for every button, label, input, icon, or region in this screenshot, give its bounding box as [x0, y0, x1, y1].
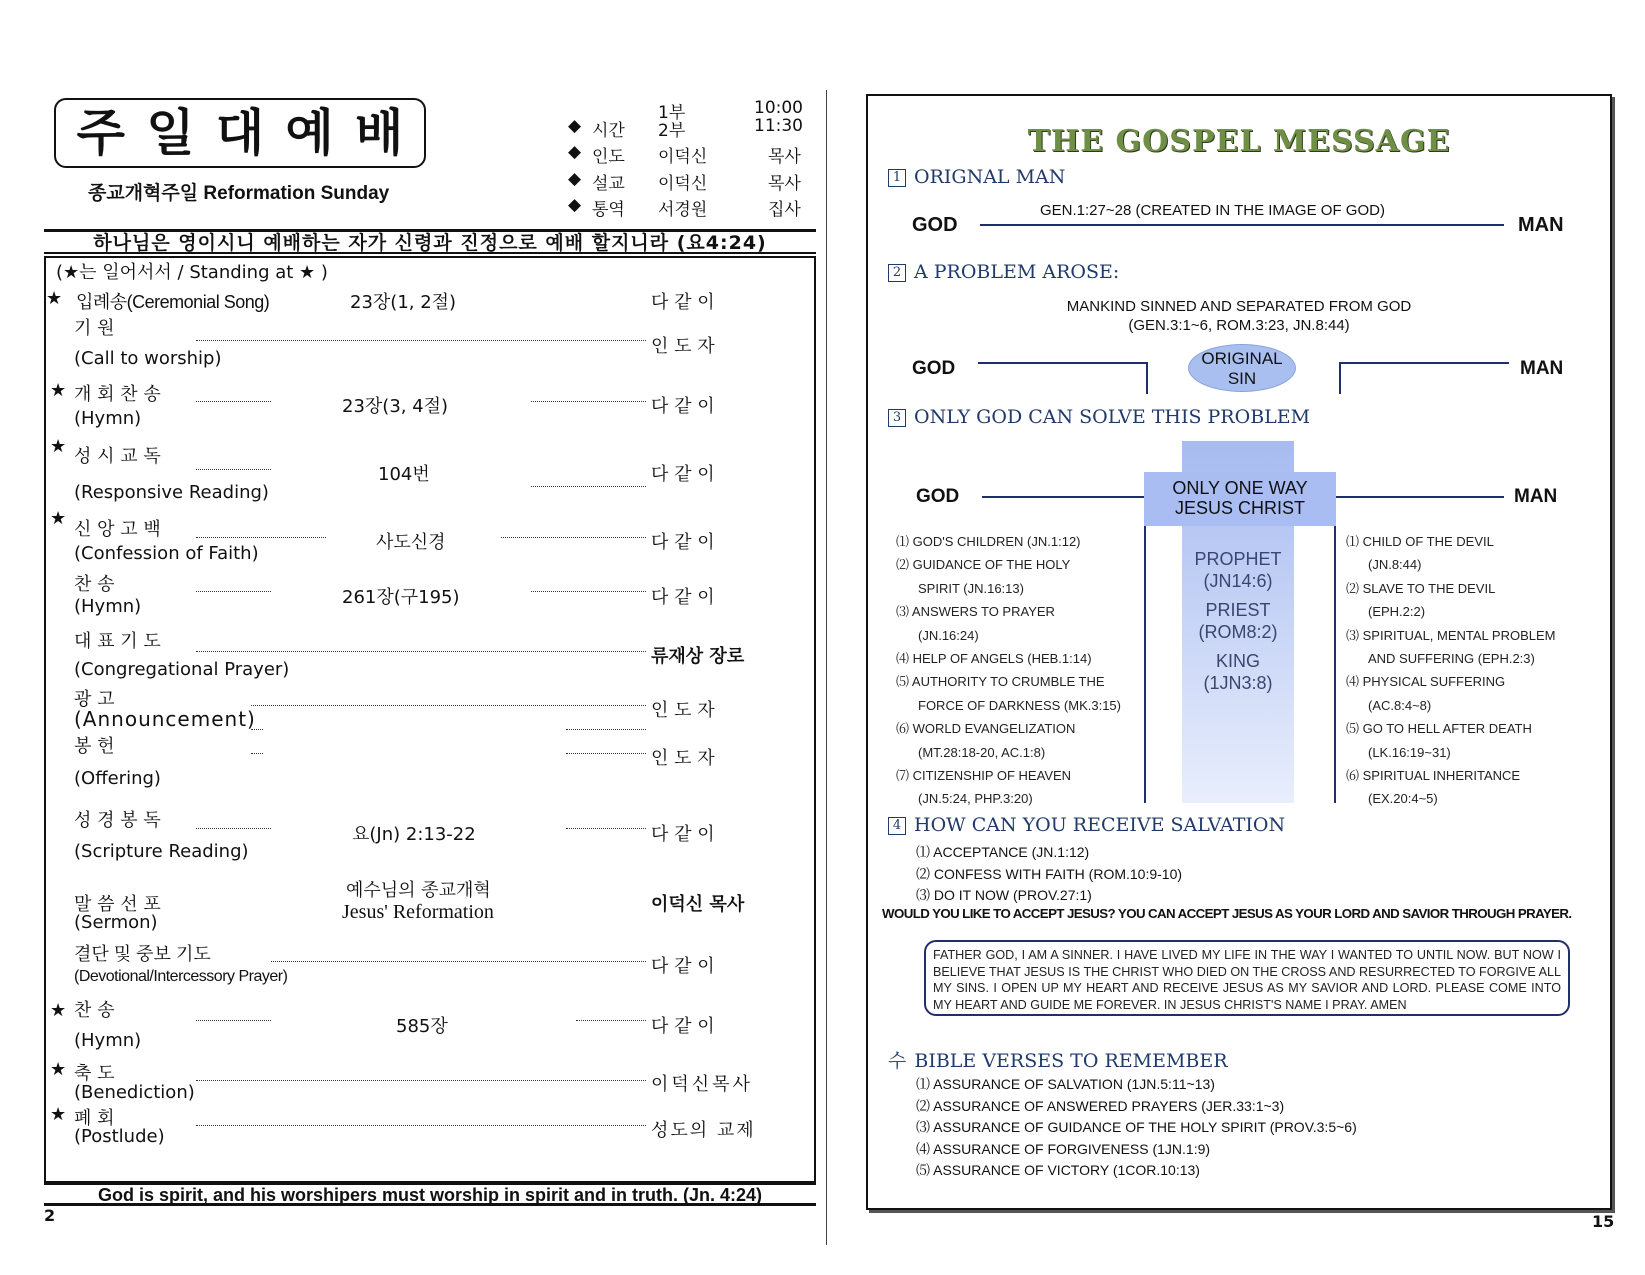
title-char: 일 — [146, 104, 195, 162]
section-title: ORIGNAL MAN — [914, 166, 1066, 188]
office-prophet — [1182, 548, 1294, 592]
office-name: PROPHET — [1194, 549, 1282, 569]
item-en: (Hymn) — [74, 596, 142, 617]
section-heading — [888, 1046, 1228, 1073]
title-char: 대 — [215, 104, 265, 162]
time-label: 시간 — [592, 121, 625, 141]
item-en: (Sermon) — [74, 912, 158, 933]
page-number: 15 — [1592, 1212, 1615, 1231]
man-label: MAN — [1520, 358, 1564, 379]
standing-note: (★는 일어서서 / Standing at ★ ) — [56, 262, 328, 283]
section-number: 2 — [888, 264, 906, 282]
office-name: PRIEST — [1205, 600, 1271, 620]
part1: 1부 — [658, 103, 686, 123]
cross-line2: JESUS CHRIST — [1174, 498, 1306, 518]
item-who: 인 도 자 — [651, 700, 715, 721]
bullet-icon: ◆ — [568, 116, 582, 136]
cross-line1: ONLY ONE WAY — [1172, 478, 1308, 498]
list-item: ⑺ CITIZENSHIP OF HEAVEN — [896, 768, 1072, 784]
invitation-question: WOULD YOU LIKE TO ACCEPT JESUS? YOU CAN ACCEPT JESUS AS YOUR LORD AND SAVIOR THROUGH PRAYER. — [882, 906, 1572, 921]
prayer-box: FATHER GOD, I AM A SINNER. I HAVE LIVED MY LIFE IN THE WAY I WANTED TO UNTIL NOW. BUT NOW I BELIEVE THAT JESUS IS THE CHRIST WHO DIED ON THE CROSS AND RESURRECTED TO FORGIVE ALL MY SINS. I OPEN UP MY HEART AND RECEIVE JESUS AS MY SAVIOR AND LORD. PLEASE COME INTO MY HEART AND GUIDE ME FOREVER. IN JESUS CHRIST'S NAME I PRAY. AMEN — [924, 940, 1570, 1016]
service-subtitle: 종교개혁주일 Reformation Sunday — [88, 183, 390, 204]
list-item: ⑵ GUIDANCE OF THE HOLY — [896, 557, 1071, 573]
list-item: ⑹ WORLD EVANGELIZATION — [896, 721, 1076, 737]
item-who: 다 같 이 — [651, 587, 715, 608]
section-heading — [888, 166, 1065, 188]
title-char: 주 — [76, 104, 125, 162]
section-heading — [888, 406, 1310, 428]
page-divider — [826, 90, 827, 1245]
item-who: 다 같 이 — [651, 1016, 715, 1037]
cross-horizontal — [1144, 472, 1336, 526]
section-title: A PROBLEM AROSE: — [914, 261, 1120, 283]
item-ko: 찬 송 — [74, 1000, 115, 1021]
item-ko: 찬 송 — [74, 574, 115, 595]
item-who: 다 같 이 — [651, 396, 715, 417]
office-name: KING — [1215, 651, 1260, 671]
item-who: 인 도 자 — [651, 748, 715, 769]
item-who: 다 같 이 — [651, 956, 715, 977]
item-en: (Benediction) — [74, 1082, 195, 1103]
office-priest — [1182, 599, 1294, 643]
item-ko: 성 시 교 독 — [74, 446, 161, 467]
list-item: ⑶ DO IT NOW (PROV.27:1) — [916, 887, 1092, 903]
item-en: (Confession of Faith) — [74, 543, 259, 564]
item-mid: 요(Jn) 2:13-22 — [352, 824, 476, 845]
section-heading — [888, 814, 1285, 836]
sin-line1: ORIGINAL — [1201, 349, 1283, 368]
item-ko: 말 씀 선 포 — [74, 894, 161, 915]
item-who: 성도의 교제 — [651, 1120, 756, 1141]
item-mid: 23장(3, 4절) — [342, 396, 449, 417]
original-sin-badge — [1188, 344, 1296, 392]
item-ko: 폐 회 — [74, 1108, 115, 1129]
item-mid2: Jesus' Reformation — [342, 901, 494, 923]
section-number: 4 — [888, 817, 906, 835]
item-ko: 입례송(Ceremonial Song) — [76, 292, 270, 312]
interp-title: 집사 — [768, 200, 801, 220]
item-en: (Offering) — [74, 768, 161, 789]
section-heading — [888, 261, 1119, 283]
item-en: (Hymn) — [74, 408, 142, 429]
list-item: ⑶ SPIRITUAL, MENTAL PROBLEM — [1346, 627, 1556, 643]
sin-line2: SIN — [1227, 369, 1257, 388]
problem-line2: (GEN.3:1~6, ROM.3:23, JN.8:44) — [1128, 317, 1350, 334]
section-title: ONLY GOD CAN SOLVE THIS PROBLEM — [914, 406, 1311, 428]
item-who: 이덕신목사 — [651, 1074, 753, 1095]
list-item: FORCE OF DARKNESS (MK.3:15) — [918, 697, 1121, 713]
god-label: GOD — [916, 486, 960, 507]
list-item: ⑸ GO TO HELL AFTER DEATH — [1346, 721, 1532, 737]
item-who: 류재상 장로 — [651, 646, 745, 667]
list-item: (JN.8:44) — [1368, 557, 1422, 573]
verse-bottom: God is spirit, and his worshipers must worship in spirit and in truth. (Jn. 4:24) — [44, 1183, 816, 1206]
star-icon: ★ — [50, 508, 67, 529]
item-ko: 신 앙 고 백 — [74, 519, 161, 540]
list-item: (LK.16:19~31) — [1368, 744, 1451, 760]
list-item: ⑶ ANSWERS TO PRAYER — [896, 604, 1055, 620]
lead-name: 이덕신 — [658, 147, 708, 167]
bullet-icon: ◆ — [568, 169, 582, 189]
god-label: GOD — [912, 358, 956, 379]
list-item: ⑴ GOD'S CHILDREN (JN.1:12) — [896, 534, 1081, 549]
list-item: ⑹ SPIRITUAL INHERITANCE — [1346, 768, 1521, 784]
office-ref: (1JN3:8) — [1203, 673, 1273, 693]
item-en: (Responsive Reading) — [74, 482, 269, 503]
sermon-label: 설교 — [592, 174, 625, 194]
god-label: GOD — [912, 214, 958, 236]
item-who: 다 같 이 — [651, 464, 715, 485]
sermon-title: 목사 — [768, 174, 801, 194]
bullet-icon: ◆ — [568, 142, 582, 162]
blessings-list — [896, 530, 1121, 811]
lead-label: 인도 — [592, 147, 625, 167]
part2: 2부 — [658, 121, 686, 141]
item-mid: 사도신경 — [376, 532, 446, 553]
list-item: (JN.5:24, PHP.3:20) — [918, 791, 1033, 807]
office-ref: (ROM8:2) — [1198, 622, 1278, 642]
item-who: 다 같 이 — [651, 532, 715, 553]
list-item: ⑶ ASSURANCE OF GUIDANCE OF THE HOLY SPIRIT (PROV.3:5~6) — [916, 1119, 1357, 1135]
item-ko: 개 회 찬 송 — [74, 384, 161, 405]
salvation-steps — [916, 842, 1182, 907]
gospel-panel — [866, 94, 1612, 1210]
star-icon: ★ — [50, 436, 67, 457]
list-item: ⑷ HELP OF ANGELS (HEB.1:14) — [896, 651, 1092, 667]
office-king — [1182, 650, 1294, 694]
section-number: 수 — [888, 1050, 907, 1072]
star-icon: ★ — [50, 380, 67, 401]
line-label: GEN.1:27~28 (CREATED IN THE IMAGE OF GOD) — [1040, 202, 1385, 219]
list-item: ⑵ SLAVE TO THE DEVIL — [1346, 580, 1496, 596]
section-number: 1 — [888, 169, 906, 187]
order-of-worship — [44, 256, 816, 1183]
list-item: ⑷ PHYSICAL SUFFERING — [1346, 674, 1506, 690]
item-ko: 봉 헌 — [74, 736, 115, 757]
service-title — [54, 98, 426, 168]
list-item: (MT.28:18-20, AC.1:8) — [918, 744, 1046, 760]
section-number: 3 — [888, 409, 906, 427]
sermon-name: 이덕신 — [658, 174, 708, 194]
item-who: 다 같 이 — [651, 292, 715, 313]
item-ko: 광 고 — [74, 689, 115, 710]
bullet-icon: ◆ — [568, 195, 582, 215]
problem-line1: MANKIND SINNED AND SEPARATED FROM GOD — [1066, 298, 1412, 315]
list-item: ⑸ ASSURANCE OF VICTORY (1COR.10:13) — [916, 1162, 1200, 1178]
list-item: ⑵ CONFESS WITH FAITH (ROM.10:9-10) — [916, 865, 1183, 882]
curses-list — [1346, 530, 1556, 811]
time1: 10:00 — [754, 98, 803, 118]
time2: 11:30 — [754, 116, 803, 136]
list-item: (EX.20:4~5) — [1368, 791, 1438, 807]
star-icon: ★ — [50, 1104, 67, 1125]
list-item: ⑴ CHILD OF THE DEVIL — [1346, 534, 1494, 549]
section-title: BIBLE VERSES TO REMEMBER — [914, 1050, 1228, 1072]
list-item: (AC.8:4~8) — [1368, 697, 1432, 713]
lead-title: 목사 — [768, 147, 801, 167]
list-item: ⑷ ASSURANCE OF FORGIVENESS (1JN.1:9) — [916, 1140, 1211, 1157]
item-mid: 104번 — [378, 464, 430, 485]
bible-verses — [916, 1074, 1357, 1182]
star-icon: ★ — [46, 288, 63, 309]
item-ko: 대 표 기 도 — [74, 631, 161, 652]
list-item: ⑴ ACCEPTANCE (JN.1:12) — [916, 844, 1090, 860]
item-ko: 결단 및 중보 기도 — [74, 944, 211, 964]
list-item: ⑸ AUTHORITY TO CRUMBLE THE — [896, 674, 1105, 690]
item-mid: 23장(1, 2절) — [350, 292, 457, 313]
item-ko: 기 원 — [74, 318, 115, 339]
item-en: (Scripture Reading) — [74, 841, 249, 862]
verse-top: 하나님은 영이시니 예배하는 자가 신령과 진정으로 예배 할지니라 (요4:24) — [44, 229, 816, 254]
list-item: (EPH.2:2) — [1368, 604, 1426, 620]
list-item: AND SUFFERING (EPH.2:3) — [1368, 651, 1535, 667]
section-title: HOW CAN YOU RECEIVE SALVATION — [914, 814, 1286, 836]
star-icon: ★ — [50, 1000, 67, 1021]
page-number: 2 — [44, 1206, 56, 1225]
office-ref: (JN14:6) — [1203, 571, 1273, 591]
item-en: (Hymn) — [74, 1030, 142, 1051]
item-en: (Call to worship) — [74, 348, 222, 369]
item-mid: 585장 — [396, 1016, 448, 1037]
item-ko: 축 도 — [74, 1063, 115, 1084]
item-who: 다 같 이 — [651, 824, 715, 845]
gospel-title: THE GOSPEL MESSAGE — [1027, 124, 1451, 159]
star-icon: ★ — [50, 1059, 67, 1080]
list-item: ⑵ ASSURANCE OF ANSWERED PRAYERS (JER.33:1~3) — [916, 1097, 1285, 1114]
list-item: (JN.16:24) — [918, 627, 979, 643]
title-char: 예 — [285, 104, 334, 162]
item-mid: 예수님의 종교개혁 — [346, 880, 491, 901]
item-en: (Postlude) — [74, 1126, 165, 1147]
item-en: (Announcement) — [74, 707, 256, 731]
list-item: SPIRIT (JN.16:13) — [918, 580, 1024, 596]
item-ko: 성 경 봉 독 — [74, 810, 161, 831]
interp-label: 통역 — [592, 200, 625, 220]
item-mid: 261장(구195) — [342, 587, 460, 608]
item-en: (Congregational Prayer) — [74, 659, 290, 680]
list-item: ⑴ ASSURANCE OF SALVATION (1JN.5:11~13) — [916, 1076, 1215, 1092]
item-en: (Devotional/Intercessory Prayer) — [74, 968, 288, 985]
title-char: 배 — [355, 104, 404, 162]
interp-name: 서경원 — [658, 200, 708, 220]
item-who: 인 도 자 — [651, 336, 715, 357]
man-label: MAN — [1514, 486, 1558, 507]
item-who: 이덕신 목사 — [651, 894, 745, 915]
man-label: MAN — [1518, 214, 1564, 236]
